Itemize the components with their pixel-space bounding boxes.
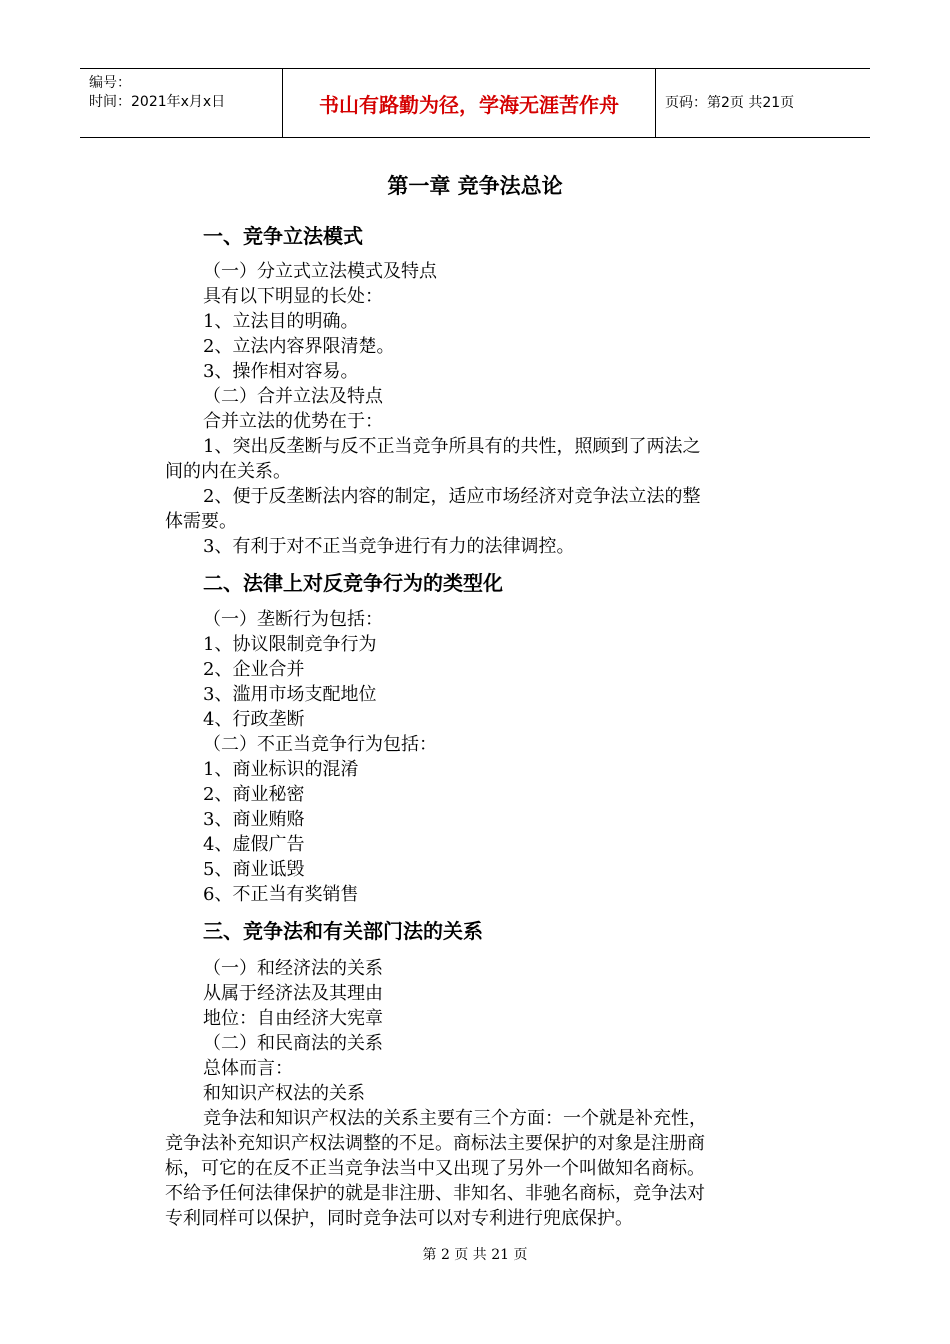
paragraph-line: 3、有利于对不正当竞争进行有力的法律调控。 bbox=[203, 536, 575, 557]
page-footer: 第 2 页 共 21 页 bbox=[422, 1247, 528, 1263]
chapter-title: 第一章 竞争法总论 bbox=[387, 174, 563, 198]
paragraph-line: 具有以下明显的长处： bbox=[203, 286, 383, 307]
paragraph-line: 体需要。 bbox=[165, 511, 237, 532]
paragraph-line: 和知识产权法的关系 bbox=[203, 1083, 365, 1104]
paragraph-line: 间的内在关系。 bbox=[165, 461, 291, 482]
section-title: 三、竞争法和有关部门法的关系 bbox=[203, 919, 483, 943]
paragraph-line: 不给予任何法律保护的就是非注册、非知名、非驰名商标，竞争法对 bbox=[165, 1183, 705, 1204]
page-info: 页码：第2页 共21页 bbox=[665, 95, 795, 111]
paragraph-line: （二）合并立法及特点 bbox=[203, 386, 383, 407]
paragraph-line: 地位：自由经济大宪章 bbox=[203, 1008, 383, 1029]
paragraph-line: 4、虚假广告 bbox=[203, 834, 305, 855]
paragraph-line: 5、商业诋毁 bbox=[203, 859, 305, 880]
number-label: 编号： bbox=[89, 75, 131, 91]
paragraph-line: 1、立法目的明确。 bbox=[203, 311, 359, 332]
paragraph-line: 6、不正当有奖销售 bbox=[203, 884, 359, 905]
paragraph-line: 2、立法内容界限清楚。 bbox=[203, 336, 395, 357]
paragraph-line: 竞争法和知识产权法的关系主要有三个方面：一个就是补充性， bbox=[203, 1108, 707, 1129]
motto: 书山有路勤为径，学海无涯苦作舟 bbox=[319, 93, 619, 117]
paragraph-line: 2、商业秘密 bbox=[203, 784, 305, 805]
paragraph-line: （二）不正当竞争行为包括： bbox=[203, 734, 437, 755]
paragraph-line: （一）和经济法的关系 bbox=[203, 958, 383, 979]
paragraph-line: （二）和民商法的关系 bbox=[203, 1033, 383, 1054]
paragraph-line: 3、商业贿赂 bbox=[203, 809, 305, 830]
paragraph-line: 合并立法的优势在于： bbox=[203, 411, 383, 432]
date-label: 时间：2021年x月x日 bbox=[89, 94, 226, 110]
paragraph-line: 1、突出反垄断与反不正当竞争所具有的共性，照顾到了两法之 bbox=[203, 436, 701, 457]
header-meta-cell bbox=[80, 69, 283, 137]
paragraph-line: 4、行政垄断 bbox=[203, 709, 305, 730]
section-title: 一、竞争立法模式 bbox=[203, 224, 363, 248]
paragraph-line: 1、协议限制竞争行为 bbox=[203, 634, 377, 655]
paragraph-line: （一）分立式立法模式及特点 bbox=[203, 261, 437, 282]
paragraph-line: （一）垄断行为包括： bbox=[203, 609, 383, 630]
paragraph-line: 从属于经济法及其理由 bbox=[203, 983, 383, 1004]
paragraph-line: 3、操作相对容易。 bbox=[203, 361, 359, 382]
paragraph-line: 总体而言： bbox=[203, 1058, 293, 1079]
paragraph-line: 标，可它的在反不正当竞争法当中又出现了另外一个叫做知名商标。 bbox=[165, 1158, 705, 1179]
paragraph-line: 竞争法补充知识产权法调整的不足。商标法主要保护的对象是注册商 bbox=[165, 1133, 705, 1154]
section-title: 二、法律上对反竞争行为的类型化 bbox=[203, 571, 503, 595]
document-header bbox=[80, 68, 870, 138]
paragraph-line: 1、商业标识的混淆 bbox=[203, 759, 359, 780]
paragraph-line: 专利同样可以保护，同时竞争法可以对专利进行兜底保护。 bbox=[165, 1208, 633, 1229]
header-motto-cell bbox=[283, 69, 656, 137]
paragraph-line: 3、滥用市场支配地位 bbox=[203, 684, 377, 705]
paragraph-line: 2、企业合并 bbox=[203, 659, 305, 680]
paragraph-line: 2、便于反垄断法内容的制定，适应市场经济对竞争法立法的整 bbox=[203, 486, 701, 507]
header-page-cell bbox=[656, 69, 870, 137]
